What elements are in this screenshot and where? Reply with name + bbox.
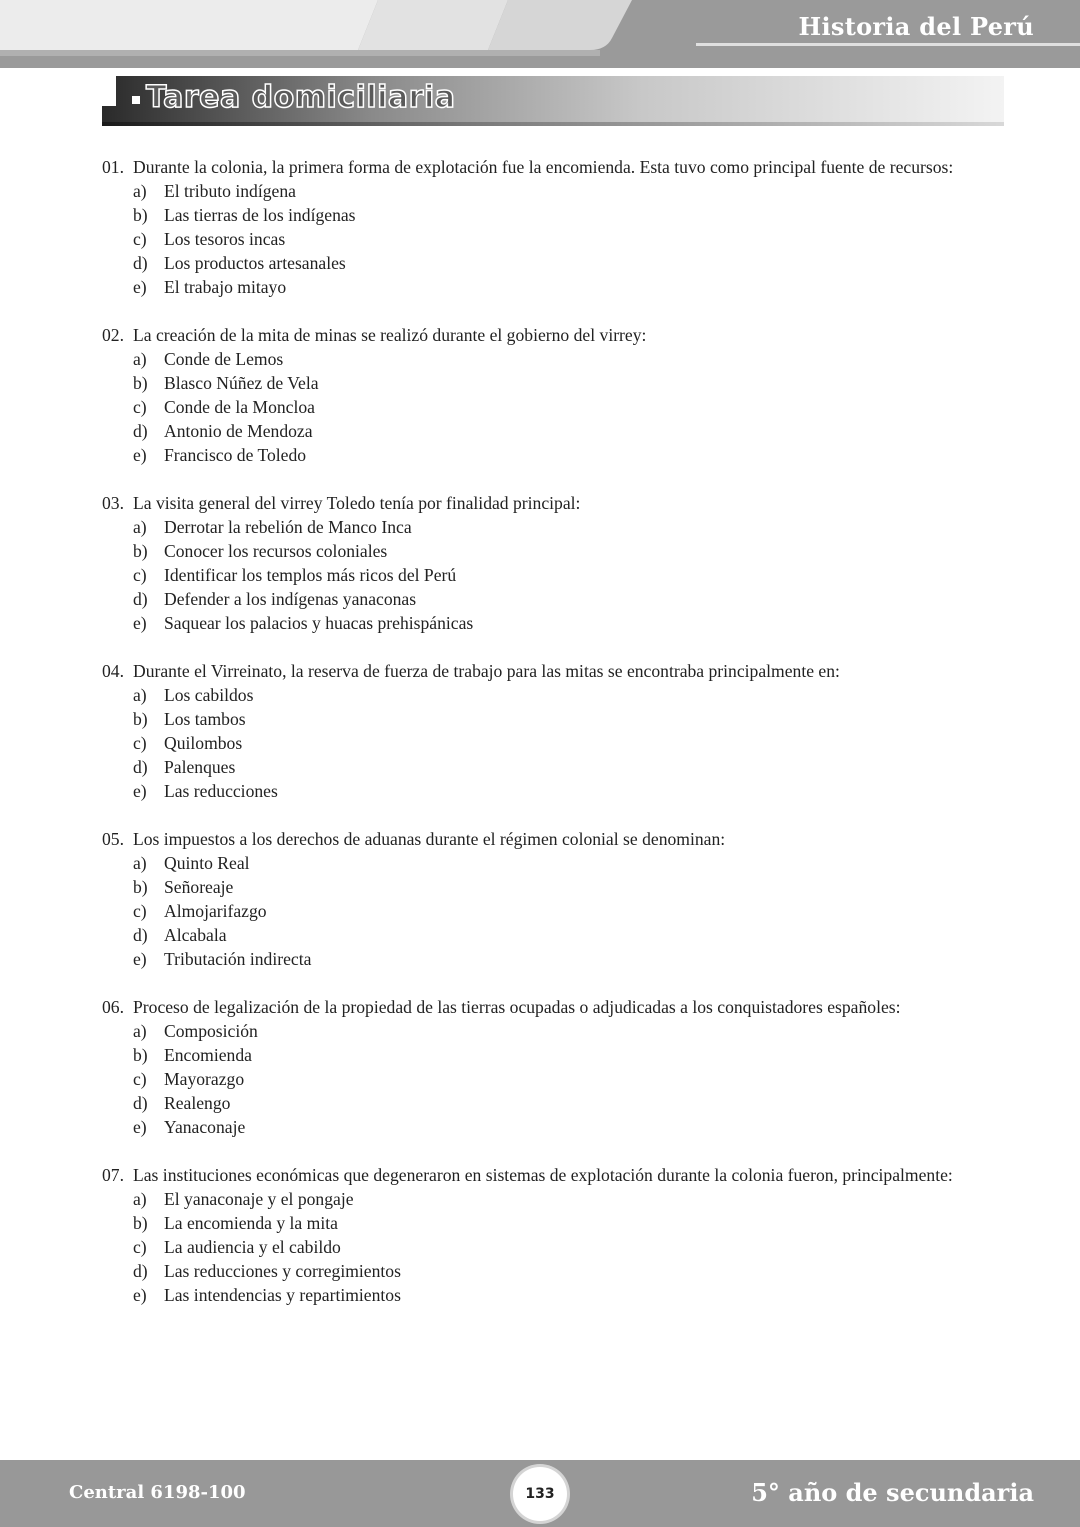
option-letter: b): [133, 1213, 148, 1233]
question-number: 06.: [102, 997, 124, 1017]
answer-option: [133, 1067, 1012, 1091]
option-text: Conocer los recursos coloniales: [164, 541, 388, 561]
page-number: 133: [525, 1486, 555, 1502]
answer-option: [133, 1235, 1012, 1259]
question-number: 02.: [102, 325, 124, 345]
question-text: Los impuestos a los derechos de aduanas durante el régimen colonial se denominan:: [133, 829, 726, 849]
option-text: Los cabildos: [164, 685, 254, 705]
option-text: Identificar los templos más ricos del Perú: [164, 565, 457, 585]
question-text: Durante la colonia, la primera forma de explotación fue la encomienda. Esta tuvo como principal fuente de recursos:: [133, 157, 954, 177]
option-letter: e): [133, 1285, 147, 1305]
answer-option: [133, 515, 1012, 539]
option-text: Antonio de Mendoza: [164, 421, 313, 441]
question-list: [102, 155, 1012, 1331]
answer-option: [133, 1259, 1012, 1283]
option-letter: a): [133, 853, 147, 873]
option-text: Encomienda: [164, 1045, 252, 1065]
banner-underline: [102, 122, 1004, 126]
option-text: Composición: [164, 1021, 258, 1041]
answer-option: [133, 851, 1012, 875]
option-text: Blasco Núñez de Vela: [164, 373, 319, 393]
option-letter: a): [133, 517, 147, 537]
answer-option: [133, 755, 1012, 779]
answer-option: [133, 899, 1012, 923]
answer-option: [133, 731, 1012, 755]
answer-option: [133, 395, 1012, 419]
option-letter: d): [133, 1261, 148, 1281]
option-letter: b): [133, 373, 148, 393]
answer-option: [133, 707, 1012, 731]
option-letter: c): [133, 901, 147, 921]
question-text: La creación de la mita de minas se realizó durante el gobierno del virrey:: [133, 325, 647, 345]
answer-option: [133, 443, 1012, 467]
question-number: 04.: [102, 661, 124, 681]
question-stem: [102, 491, 1012, 515]
question-1: [102, 155, 1012, 299]
answer-option: [133, 1283, 1012, 1307]
question-stem: [102, 995, 1012, 1019]
option-text: Conde de Lemos: [164, 349, 284, 369]
option-text: Alcabala: [164, 925, 227, 945]
question-stem: [102, 827, 1012, 851]
option-text: Los tambos: [164, 709, 246, 729]
option-text: Derrotar la rebelión de Manco Inca: [164, 517, 412, 537]
option-letter: c): [133, 1237, 147, 1257]
option-letter: c): [133, 565, 147, 585]
option-letter: a): [133, 181, 147, 201]
option-list: [102, 683, 1012, 803]
option-letter: c): [133, 733, 147, 753]
option-letter: e): [133, 613, 147, 633]
option-letter: e): [133, 277, 147, 297]
option-letter: c): [133, 1069, 147, 1089]
option-letter: c): [133, 229, 147, 249]
option-list: [102, 1187, 1012, 1307]
question-stem: [102, 323, 1012, 347]
footer-grade: 5° año de secundaria: [751, 1478, 1034, 1507]
page-footer: [0, 1460, 1080, 1527]
option-letter: d): [133, 253, 148, 273]
option-text: Conde de la Moncloa: [164, 397, 315, 417]
answer-option: [133, 923, 1012, 947]
answer-option: [133, 251, 1012, 275]
option-letter: b): [133, 1045, 148, 1065]
option-letter: e): [133, 781, 147, 801]
answer-option: [133, 1211, 1012, 1235]
question-text: La visita general del virrey Toledo tenía por finalidad principal:: [133, 493, 581, 513]
option-letter: b): [133, 205, 148, 225]
option-text: Defender a los indígenas yanaconas: [164, 589, 417, 609]
option-letter: e): [133, 949, 147, 969]
option-letter: a): [133, 1189, 147, 1209]
option-list: [102, 347, 1012, 467]
option-text: Quilombos: [164, 733, 243, 753]
option-text: Los productos artesanales: [164, 253, 346, 273]
header-title: Historia del Perú: [798, 12, 1034, 41]
answer-option: [133, 419, 1012, 443]
footer-phone: Central 6198-100: [69, 1482, 246, 1503]
option-text: Las intendencias y repartimientos: [164, 1285, 401, 1305]
answer-option: [133, 347, 1012, 371]
option-text: El trabajo mitayo: [164, 277, 287, 297]
option-text: Las reducciones: [164, 781, 278, 801]
option-list: [102, 1019, 1012, 1139]
question-stem: [102, 659, 1012, 683]
option-letter: a): [133, 685, 147, 705]
question-stem: [102, 1163, 1012, 1187]
banner-notch: [102, 76, 116, 106]
option-letter: b): [133, 709, 148, 729]
option-text: La encomienda y la mita: [164, 1213, 338, 1233]
option-letter: e): [133, 445, 147, 465]
option-letter: b): [133, 541, 148, 561]
option-text: Los tesoros incas: [164, 229, 286, 249]
option-letter: c): [133, 397, 147, 417]
answer-option: [133, 563, 1012, 587]
option-text: Señoreaje: [164, 877, 234, 897]
option-text: Palenques: [164, 757, 236, 777]
answer-option: [133, 1019, 1012, 1043]
question-text: Las instituciones económicas que degeneraron en sistemas de explotación durante la colonia fueron, principalmente:: [133, 1165, 953, 1185]
question-text: Durante el Virreinato, la reserva de fuerza de trabajo para las mitas se encontraba principalmente en:: [133, 661, 840, 681]
option-letter: d): [133, 925, 148, 945]
option-text: Saquear los palacios y huacas prehispánicas: [164, 613, 474, 633]
answer-option: [133, 371, 1012, 395]
question-number: 05.: [102, 829, 124, 849]
question-5: [102, 827, 1012, 971]
option-letter: d): [133, 757, 148, 777]
question-7: [102, 1163, 1012, 1307]
option-letter: e): [133, 1117, 147, 1137]
answer-option: [133, 275, 1012, 299]
option-letter: a): [133, 349, 147, 369]
section-banner: [102, 76, 1004, 128]
answer-option: [133, 683, 1012, 707]
option-text: Tributación indirecta: [164, 949, 312, 969]
question-number: 01.: [102, 157, 124, 177]
option-text: Realengo: [164, 1093, 231, 1113]
option-list: [102, 515, 1012, 635]
option-letter: a): [133, 1021, 147, 1041]
option-list: [102, 851, 1012, 971]
option-letter: d): [133, 1093, 148, 1113]
answer-option: [133, 1115, 1012, 1139]
option-text: Mayorazgo: [164, 1069, 245, 1089]
option-text: El tributo indígena: [164, 181, 296, 201]
question-2: [102, 323, 1012, 467]
option-letter: b): [133, 877, 148, 897]
question-number: 03.: [102, 493, 124, 513]
question-6: [102, 995, 1012, 1139]
answer-option: [133, 227, 1012, 251]
answer-option: [133, 179, 1012, 203]
bullet-square-icon: [132, 96, 140, 104]
option-letter: d): [133, 421, 148, 441]
option-text: Las reducciones y corregimientos: [164, 1261, 401, 1281]
answer-option: [133, 1043, 1012, 1067]
option-text: Las tierras de los indígenas: [164, 205, 356, 225]
option-text: Almojarifazgo: [164, 901, 267, 921]
question-4: [102, 659, 1012, 803]
page-number-badge: [513, 1467, 567, 1521]
option-text: Yanaconaje: [164, 1117, 246, 1137]
question-text: Proceso de legalización de la propiedad de las tierras ocupadas o adjudicadas a los conquistadores españoles:: [133, 997, 901, 1017]
answer-option: [133, 203, 1012, 227]
question-3: [102, 491, 1012, 635]
answer-option: [133, 587, 1012, 611]
answer-option: [133, 779, 1012, 803]
answer-option: [133, 1187, 1012, 1211]
option-text: Quinto Real: [164, 853, 250, 873]
option-letter: d): [133, 589, 148, 609]
section-title: Tarea domiciliaria: [146, 80, 456, 115]
option-text: El yanaconaje y el pongaje: [164, 1189, 354, 1209]
answer-option: [133, 611, 1012, 635]
answer-option: [133, 947, 1012, 971]
option-text: Francisco de Toledo: [164, 445, 307, 465]
answer-option: [133, 1091, 1012, 1115]
answer-option: [133, 875, 1012, 899]
option-list: [102, 179, 1012, 299]
page-header: [0, 0, 1080, 68]
question-stem: [102, 155, 1012, 179]
option-text: La audiencia y el cabildo: [164, 1237, 341, 1257]
question-number: 07.: [102, 1165, 124, 1185]
answer-option: [133, 539, 1012, 563]
